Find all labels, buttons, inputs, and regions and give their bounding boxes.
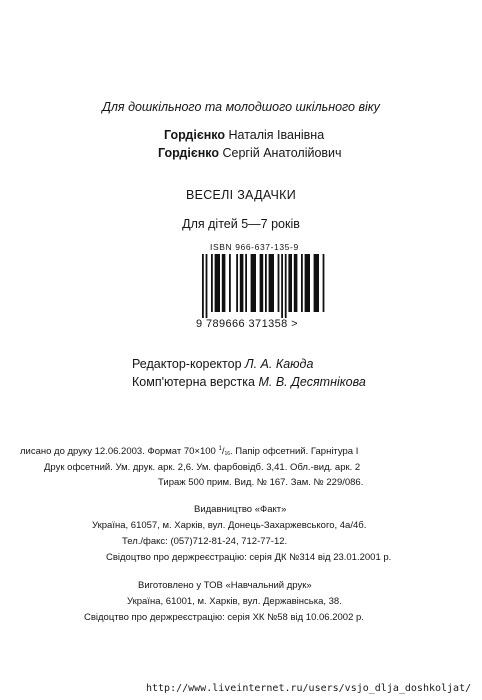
author-2-surname: Гордієнко (158, 146, 220, 160)
manufacturer-label: Виготовлено у ТОВ «Навчальний друк» (138, 580, 312, 591)
source-url-watermark: http://www.liveinternet.ru/users/vsjo_dlja_doshkoljat/ (146, 683, 472, 694)
barcode-bar (206, 254, 208, 318)
paper-typeface: . Папір офсетний. Гарнітура I (230, 446, 359, 457)
book-title: ВЕСЕЛІ ЗАДАЧКИ (185, 188, 297, 202)
signed-for-print: лисано до друку 12.06.2003. Формат 70×100 $^1/_{16}$. Папір офсетний. Гарнітура I (20, 446, 359, 457)
author-2 (158, 146, 342, 160)
print-specs: Друк офсетний. Ум. друк. арк. 2,6. Ум. фарбовідб. 3,41. Обл.-вид. арк. 2 (44, 462, 361, 473)
isbn-barcode (196, 254, 326, 318)
isbn-label: ISBN 966-637-135-9 (210, 242, 299, 252)
editor-role: Редактор-коректор (132, 357, 242, 371)
manufacturer-address: Україна, 61001, м. Харків, вул. Державінська, 38. (127, 596, 342, 607)
barcode-bar (251, 254, 256, 312)
publisher-phone: Тел./факс: (057)712-81-24, 712-77-12. (122, 536, 288, 547)
barcode-bar (236, 254, 238, 312)
barcode-bar (288, 254, 292, 312)
barcode-bar (222, 254, 226, 312)
barcode-digits: 9 789666 371358 > (196, 318, 298, 330)
barcode-bar (211, 254, 213, 312)
barcode-bar (305, 254, 310, 312)
publisher-label: Видавництво «Факт» (194, 504, 287, 515)
barcode-bar (285, 254, 287, 318)
barcode-bar (245, 254, 247, 312)
barcode-bar (314, 254, 319, 312)
layout-role: Комп'ютерна верстка (132, 375, 255, 389)
editor-name: Л. А. Каюда (245, 357, 314, 371)
barcode-bar (294, 254, 298, 312)
barcode-bar (301, 254, 303, 312)
barcode-bar (281, 254, 283, 318)
format-numerator: 1 (218, 446, 222, 452)
print-run: Тираж 500 прим. Вид. № 167. Зам. № 229/086. (158, 477, 364, 488)
manufacturer-certificate: Свідоцтво про держреєстрацію: серія ХК №58 від 10.06.2002 р. (84, 612, 364, 623)
barcode-bar (269, 254, 274, 312)
author-1-given: Наталія Іванівна (228, 128, 325, 142)
barcode-bar (202, 254, 204, 318)
author-2-given: Сергій Анатолійович (222, 146, 342, 160)
age-range: Для дітей 5—7 років (182, 217, 300, 231)
editor-credit (132, 357, 313, 371)
barcode-bar (278, 254, 280, 312)
author-1 (164, 128, 324, 142)
author-1-surname: Гордієнко (164, 128, 226, 142)
publisher-certificate: Свідоцтво про держреєстрацію: серія ДК №314 від 23.01.2001 р. (106, 552, 392, 563)
barcode-bar (265, 254, 267, 312)
format-denominator: 16 (224, 451, 231, 457)
publisher-address: Україна, 61057, м. Харків, вул. Донець-Захаржевського, 4а/4б. (92, 520, 367, 531)
audience-note: Для дошкільного та молодшого шкільного віку (102, 100, 380, 114)
barcode-bar (240, 254, 244, 312)
barcode-bar (323, 254, 325, 312)
barcode-bar (260, 254, 264, 312)
barcode-bar (215, 254, 220, 312)
barcode-bar (229, 254, 231, 312)
layout-name: М. В. Десятнікова (258, 375, 366, 389)
signed-text: лисано до друку 12.06.2003. Формат 70×100 (20, 446, 216, 457)
layout-credit (132, 375, 366, 389)
